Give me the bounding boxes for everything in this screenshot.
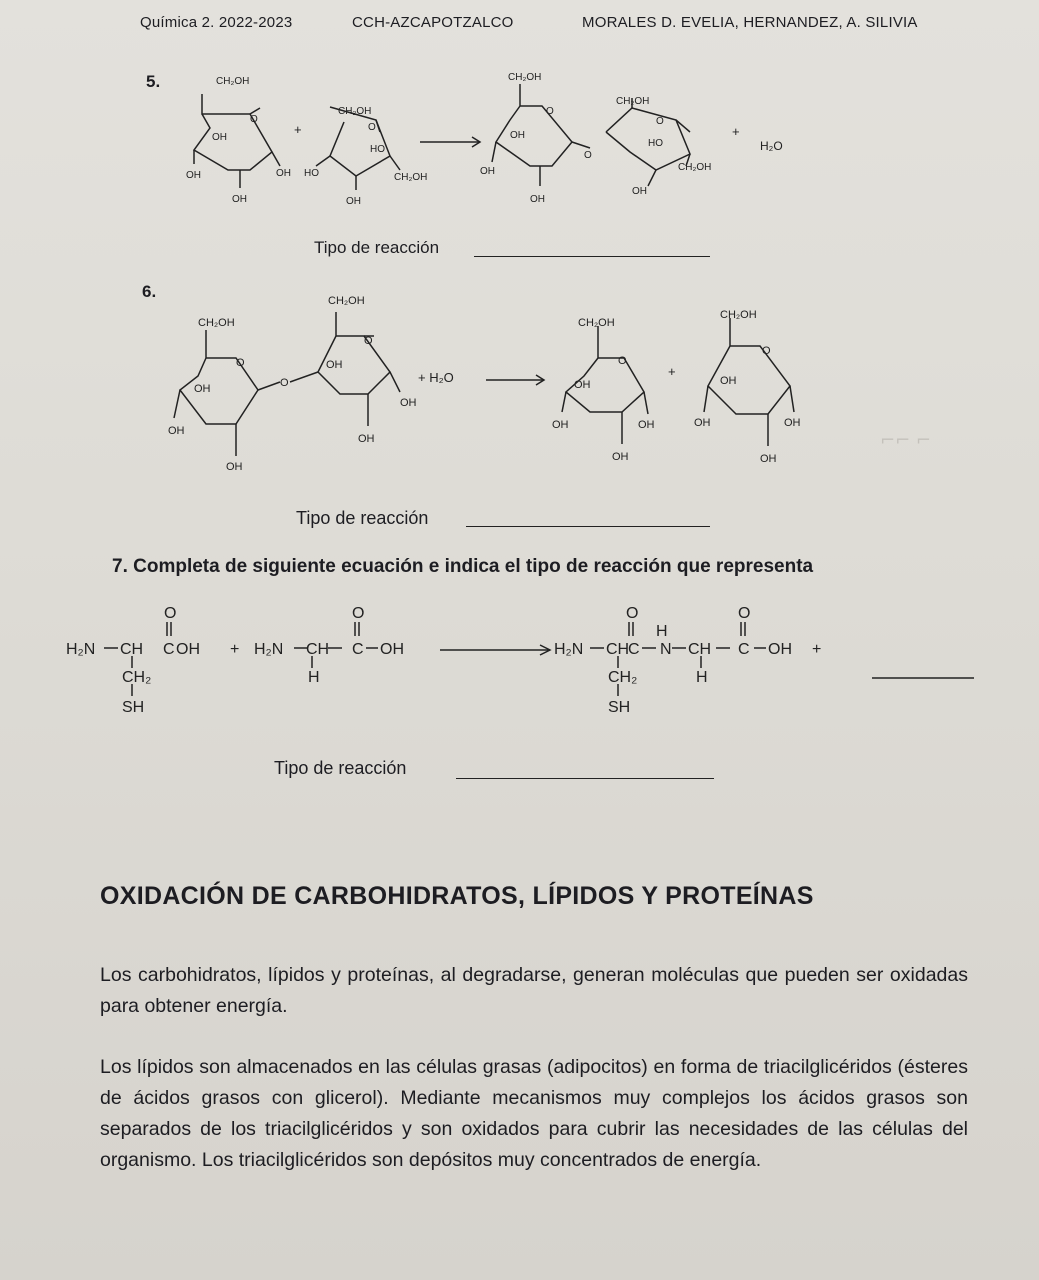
- q5-answer-blank[interactable]: [474, 256, 710, 257]
- chem-label: H: [308, 669, 320, 686]
- q5-number: 5.: [146, 72, 161, 91]
- chem-label: OH: [612, 451, 629, 463]
- chem-label: CH: [606, 641, 630, 658]
- chem-label: N: [660, 641, 672, 658]
- paragraph-carbohidratos: Los carbohidratos, lípidos y proteínas, al degradarse, generan moléculas que pueden ser oxidadas para obtener energía.: [100, 964, 968, 1017]
- chem-label: CH₂: [608, 669, 638, 686]
- q7-tipo-label: Tipo de reacción: [274, 758, 407, 778]
- chem-label: OH: [194, 383, 211, 395]
- chem-label: OH: [168, 425, 185, 437]
- chem-label: CH₂OH: [394, 172, 428, 183]
- q6-water-label: + H₂O: [418, 370, 454, 385]
- chem-label: OH: [768, 641, 792, 658]
- chem-label: HO: [370, 144, 385, 155]
- chem-label: +: [812, 641, 822, 658]
- chem-label: +: [294, 122, 302, 137]
- chem-label: H₂N: [254, 641, 284, 658]
- chem-label: H₂N: [554, 641, 584, 658]
- chem-label: OH: [694, 417, 711, 429]
- chem-label: CH₂OH: [328, 295, 365, 307]
- chem-label: CH: [120, 641, 144, 658]
- chem-label: +: [230, 641, 240, 658]
- chem-label: OH: [176, 641, 200, 658]
- chem-label: OH: [530, 194, 545, 205]
- chem-label: HO: [648, 138, 663, 149]
- chem-label: OH: [186, 170, 201, 181]
- chem-label: OH: [226, 461, 243, 473]
- chem-label: CH₂OH: [338, 106, 372, 117]
- chem-label: O: [280, 377, 289, 389]
- chem-label: O: [250, 114, 258, 125]
- chem-label: OH: [760, 453, 777, 465]
- q6-number: 6.: [142, 282, 157, 301]
- chem-label: O: [352, 605, 365, 622]
- chem-label: H: [696, 669, 708, 686]
- chem-label: O: [236, 357, 245, 369]
- chem-label: CH₂OH: [616, 96, 650, 107]
- chem-label: SH: [608, 699, 631, 716]
- show-through-marks: ⌐⌐ ⌐: [880, 430, 931, 451]
- chem-label: OH: [400, 397, 417, 409]
- chem-label: O: [626, 605, 639, 622]
- section-title: OXIDACIÓN DE CARBOHIDRATOS, LÍPIDOS Y PROTEÍNAS: [100, 882, 814, 910]
- chem-label: O: [368, 122, 376, 133]
- chem-label: +: [668, 364, 676, 379]
- chem-label: CH: [688, 641, 712, 658]
- chem-label: H₂N: [66, 641, 96, 658]
- chem-label: H: [656, 623, 668, 640]
- chem-label: OH: [510, 130, 525, 141]
- header-school: CCH-AZCAPOTZALCO: [352, 14, 514, 31]
- chem-label: O: [364, 335, 373, 347]
- header-authors: MORALES D. EVELIA, HERNANDEZ, A. SILIVIA: [582, 14, 918, 31]
- chem-label: CH₂OH: [508, 72, 542, 83]
- chem-label: CH₂OH: [198, 317, 235, 329]
- chem-label: O: [618, 355, 627, 367]
- chem-label: +: [732, 124, 740, 139]
- chem-label: OH: [720, 375, 737, 387]
- chem-label: O: [584, 150, 592, 161]
- q7-answer-blank[interactable]: [456, 778, 714, 779]
- chem-label: OH: [232, 194, 247, 205]
- q6-tipo-label: Tipo de reacción: [296, 508, 429, 528]
- chem-label: OH: [326, 359, 343, 371]
- chem-label: OH: [346, 196, 361, 207]
- chem-label: OH: [380, 641, 404, 658]
- chem-label: CH₂OH: [678, 162, 712, 173]
- chem-label: OH: [552, 419, 569, 431]
- chem-label: OH: [574, 379, 591, 391]
- chem-label: C: [163, 641, 175, 658]
- paragraph-lipidos: Los lípidos son almacenados en las células grasas (adipocitos) en forma de triacilglicéridos (ésteres de ácidos grasos con glicerol). Mediante mecanismos muy complejos los ácidos grasos son separados de los triacilglicéridos y son oxidados para cubrir las necesidades de las células del organismo. Los triacilglicéridos son depósitos muy concentrados de energía.: [100, 1056, 968, 1171]
- chem-label: CH₂: [122, 669, 152, 686]
- q5-tipo-label: Tipo de reacción: [314, 238, 440, 257]
- chem-label: CH₂OH: [578, 317, 615, 329]
- q6-answer-blank[interactable]: [466, 526, 710, 527]
- chem-label: HO: [304, 168, 319, 179]
- q7-peptide-equation: [60, 600, 990, 730]
- chem-label: OH: [632, 186, 647, 197]
- chem-label: C: [628, 641, 640, 658]
- chem-label: CH₂OH: [720, 309, 757, 321]
- chem-label: O: [656, 116, 664, 127]
- chem-label: OH: [358, 433, 375, 445]
- chem-label: SH: [122, 699, 145, 716]
- chem-label: C: [352, 641, 364, 658]
- chem-label: OH: [480, 166, 495, 177]
- chem-label: O: [738, 605, 751, 622]
- q5-water-label: H₂O: [760, 139, 783, 153]
- q7-prompt: 7. Completa de siguiente ecuación e indica el tipo de reacción que representa: [112, 556, 814, 577]
- q5-reaction-diagram: [180, 62, 820, 212]
- header-course: Química 2. 2022-2023: [140, 14, 293, 31]
- chem-label: OH: [212, 132, 227, 143]
- chem-label: O: [762, 345, 771, 357]
- chem-label: O: [164, 605, 177, 622]
- chem-label: OH: [638, 419, 655, 431]
- q5-ch2oh-label: CH₂OH: [216, 76, 250, 87]
- chem-label: CH: [306, 641, 330, 658]
- chem-label: OH: [784, 417, 801, 429]
- chem-label: C: [738, 641, 750, 658]
- chem-label: OH: [276, 168, 291, 179]
- chem-label: O: [546, 106, 554, 117]
- q6-reaction-diagram: [160, 286, 820, 476]
